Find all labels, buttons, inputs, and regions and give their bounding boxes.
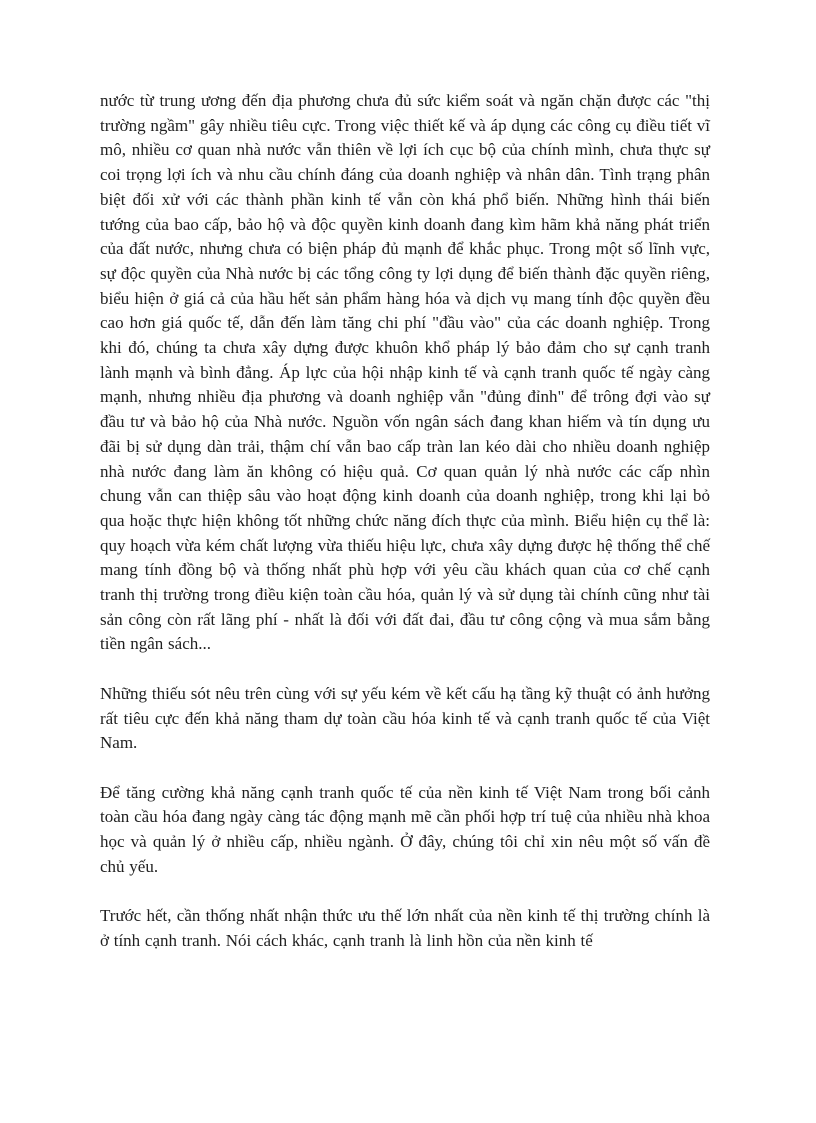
body-paragraph-1: nước từ trung ương đến địa phương chưa đủ sức kiểm soát và ngăn chặn được các "thị trường ngầm" gây nhiều tiêu cực. Trong việc thiết kế và áp dụng các công cụ điều tiết vĩ mô, nhiều cơ quan nhà nước vẫn thiên về lợi ích cục bộ của chính mình, chưa thực sự coi trọng lợi ích và nhu cầu chính đáng của doanh nghiệp và nhân dân. Tình trạng phân biệt đối xử với các thành phần kinh tế vẫn còn khá phổ biến. Những hình thái biến tướng của bao cấp, bảo hộ và độc quyền kinh doanh đang kìm hãm khả năng phát triển của đất nước, nhưng chưa có biện pháp đủ mạnh để khắc phục. Trong một số lĩnh vực, sự độc quyền của Nhà nước bị các tổng công ty lợi dụng để biến thành đặc quyền riêng, biểu hiện ở giá cả của hầu hết sản phẩm hàng hóa và dịch vụ mang tính độc quyền đều cao hơn giá quốc tế, dẫn đến làm tăng chi phí "đầu vào" của các doanh nghiệp. Trong khi đó, chúng ta chưa xây dựng được khuôn khổ pháp lý bảo đảm cho sự cạnh tranh lành mạnh và bình đẳng. Áp lực của hội nhập kinh tế và cạnh tranh quốc tế ngày càng mạnh, nhưng nhiều địa phương và doanh nghiệp vẫn "đủng đỉnh" để trông đợi vào sự đầu tư và bảo hộ của Nhà nước. Nguồn vốn ngân sách đang khan hiếm và tín dụng ưu đãi bị sử dụng dàn trải, thậm chí vẫn bao cấp tràn lan kéo dài cho nhiều doanh nghiệp nhà nước đang làm ăn không có hiệu quả. Cơ quan quản lý nhà nước các cấp nhìn chung vẫn can thiệp sâu vào hoạt động kinh doanh của doanh nghiệp, trong khi lại bỏ qua hoặc thực hiện không tốt những chức năng đích thực của mình. Biểu hiện cụ thể là: quy hoạch vừa kém chất lượng vừa thiếu hiệu lực, chưa xây dựng được hệ thống thể chế mang tính đồng bộ và thống nhất phù hợp với yêu cầu khách quan của cơ chế cạnh tranh thị trường trong điều kiện toàn cầu hóa, quản lý và sử dụng tài chính cũng như tài sản công còn rất lãng phí - nhất là đối với đất đai, đầu tư công cộng và mua sắm bằng tiền ngân sách... (100, 91, 710, 654)
body-paragraph-4: Trước hết, cần thống nhất nhận thức ưu thế lớn nhất của nền kinh tế thị trường chính là ở tính cạnh tranh. Nói cách khác, cạnh tranh là linh hồn của nền kinh tế (100, 906, 710, 950)
body-paragraph-2: Những thiếu sót nêu trên cùng với sự yếu kém về kết cấu hạ tầng kỹ thuật có ảnh hưởng rất tiêu cực đến khả năng tham dự toàn cầu hóa kinh tế và cạnh tranh quốc tế của Việt Nam. (100, 683, 710, 753)
body-paragraph-3: Để tăng cường khả năng cạnh tranh quốc tế của nền kinh tế Việt Nam trong bối cảnh toàn cầu hóa đang ngày càng tác động mạnh mẽ cần phối hợp trí tuệ của nhiều nhà khoa học và quản lý ở nhiều cấp, nhiều ngành. Ở đây, chúng tôi chỉ xin nêu một số vấn đề chủ yếu. (100, 782, 710, 876)
